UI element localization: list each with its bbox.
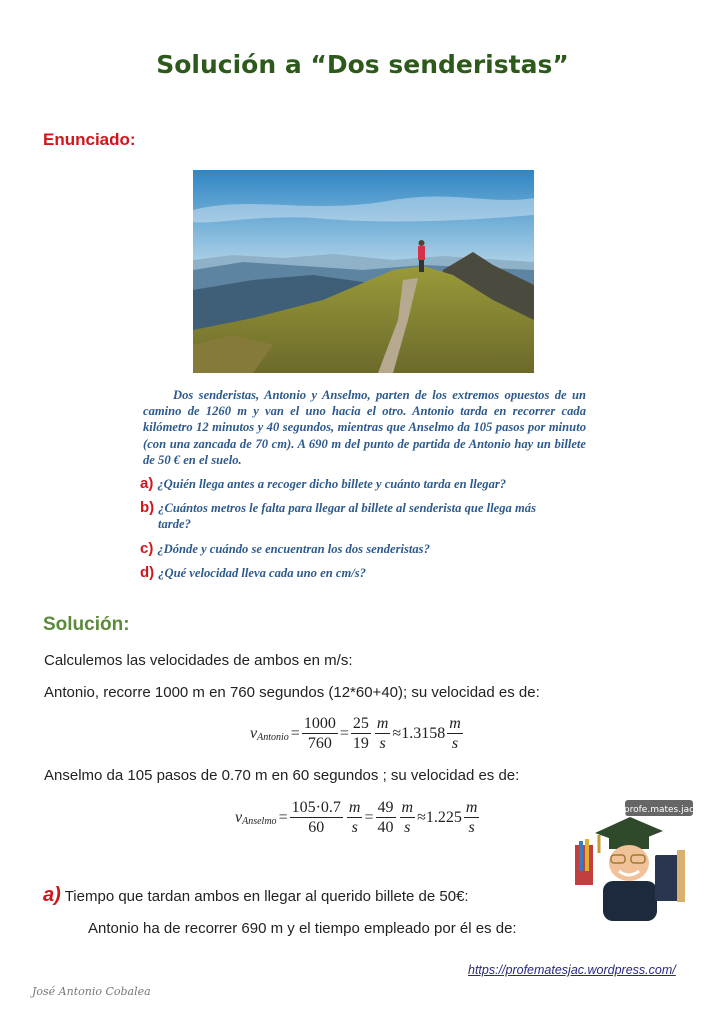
unit-fraction bbox=[447, 714, 463, 753]
question-letter: d) bbox=[140, 564, 155, 581]
denominator: s bbox=[351, 819, 358, 836]
formula-anselmo bbox=[235, 798, 481, 837]
formula-antonio bbox=[250, 714, 465, 753]
formula-equals: = bbox=[290, 724, 300, 742]
denominator: 60 bbox=[308, 819, 325, 836]
fraction bbox=[351, 714, 371, 753]
formula-value: 1.225 bbox=[425, 808, 462, 826]
denominator: 40 bbox=[377, 819, 394, 836]
teacher-avatar bbox=[565, 795, 700, 925]
unit-fraction bbox=[347, 798, 363, 837]
formula-value: 1.3158 bbox=[401, 724, 446, 742]
question-c bbox=[140, 541, 590, 557]
fraction bbox=[376, 798, 396, 837]
problem-statement: Dos senderistas, Antonio y Anselmo, parten de los extremos opuestos de un camino de 1260 m y van el uno hacia el otro. Antonio tarda en recorrer cada kilómetro 12 minutos y 40 segundos, mientras que Anselmo da 105 pasos por minuto (con una zancada de 70 cm). A 690 m del punto de partida de Antonio hay un billete de 50 € en el suelo. bbox=[143, 388, 586, 467]
question-text: ¿Qué velocidad lleva cada uno en cm/s? bbox=[158, 566, 366, 580]
unit-fraction bbox=[375, 714, 391, 753]
denominator: s bbox=[379, 735, 386, 752]
unit-fraction bbox=[400, 798, 416, 837]
page-title: Solución a “Dos senderistas” bbox=[156, 50, 569, 79]
denominator: 760 bbox=[307, 735, 332, 752]
author-signature: José Antonio Cobalea bbox=[32, 985, 151, 998]
numerator: m bbox=[401, 799, 414, 816]
numerator: 105·0.7 bbox=[291, 799, 341, 816]
unit-fraction bbox=[464, 798, 480, 837]
hiker-mountain-photo bbox=[193, 170, 534, 373]
numerator: 25 bbox=[352, 715, 369, 732]
numerator: m bbox=[348, 799, 361, 816]
numerator: m bbox=[376, 715, 389, 732]
avatar-label: profe.mates.jac bbox=[623, 805, 695, 815]
question-letter: c) bbox=[140, 540, 154, 557]
formula-subscript: Antonio bbox=[257, 732, 289, 743]
question-b bbox=[140, 500, 590, 532]
denominator: s bbox=[468, 819, 475, 836]
formula-var: v bbox=[235, 808, 243, 826]
formula-approx: ≈ bbox=[392, 724, 402, 742]
answer-letter: a) bbox=[43, 884, 61, 906]
answer-a-heading bbox=[43, 884, 469, 907]
paragraph-antonio: Antonio, recorre 1000 m en 760 segundos (12*60+40); su velocidad es de: bbox=[44, 684, 540, 701]
fraction bbox=[302, 714, 338, 753]
formula-equals: = bbox=[364, 808, 374, 826]
numerator: m bbox=[449, 715, 461, 732]
formula-subscript: Anselmo bbox=[242, 816, 277, 827]
numerator: 49 bbox=[377, 799, 394, 816]
denominator: 19 bbox=[352, 735, 369, 752]
question-letter: b) bbox=[140, 499, 155, 516]
denominator: s bbox=[451, 735, 459, 752]
enunciado-heading: Enunciado: bbox=[43, 130, 136, 149]
formula-equals: = bbox=[339, 724, 349, 742]
numerator: m bbox=[465, 799, 478, 816]
denominator: s bbox=[404, 819, 411, 836]
formula-equals: = bbox=[278, 808, 288, 826]
paragraph-intro: Calculemos las velocidades de ambos en m/s: bbox=[44, 652, 353, 669]
question-text-cont: tarde? bbox=[158, 517, 191, 531]
formula-var: v bbox=[250, 724, 258, 742]
solucion-heading: Solución: bbox=[43, 614, 130, 635]
question-a bbox=[140, 476, 590, 492]
question-text: ¿Quién llega antes a recoger dicho billete y cuánto tarda en llegar? bbox=[157, 477, 507, 491]
paragraph-antonio-time: Antonio ha de recorrer 690 m y el tiempo empleado por él es de: bbox=[88, 920, 517, 937]
question-letter: a) bbox=[140, 475, 154, 492]
fraction bbox=[290, 798, 343, 837]
question-text: ¿Cuántos metros le falta para llegar al billete al senderista que llega más bbox=[158, 501, 536, 515]
numerator: 1000 bbox=[303, 715, 336, 732]
paragraph-anselmo: Anselmo da 105 pasos de 0.70 m en 60 segundos ; su velocidad es de: bbox=[44, 767, 520, 784]
website-link[interactable]: https://profematesjac.wordpress.com/ bbox=[468, 963, 676, 977]
question-text: ¿Dónde y cuándo se encuentran los dos senderistas? bbox=[157, 542, 430, 556]
answer-a-text: Tiempo que tardan ambos en llegar al querido billete de 50€: bbox=[64, 888, 469, 905]
formula-approx: ≈ bbox=[417, 808, 426, 826]
question-d bbox=[140, 565, 590, 581]
